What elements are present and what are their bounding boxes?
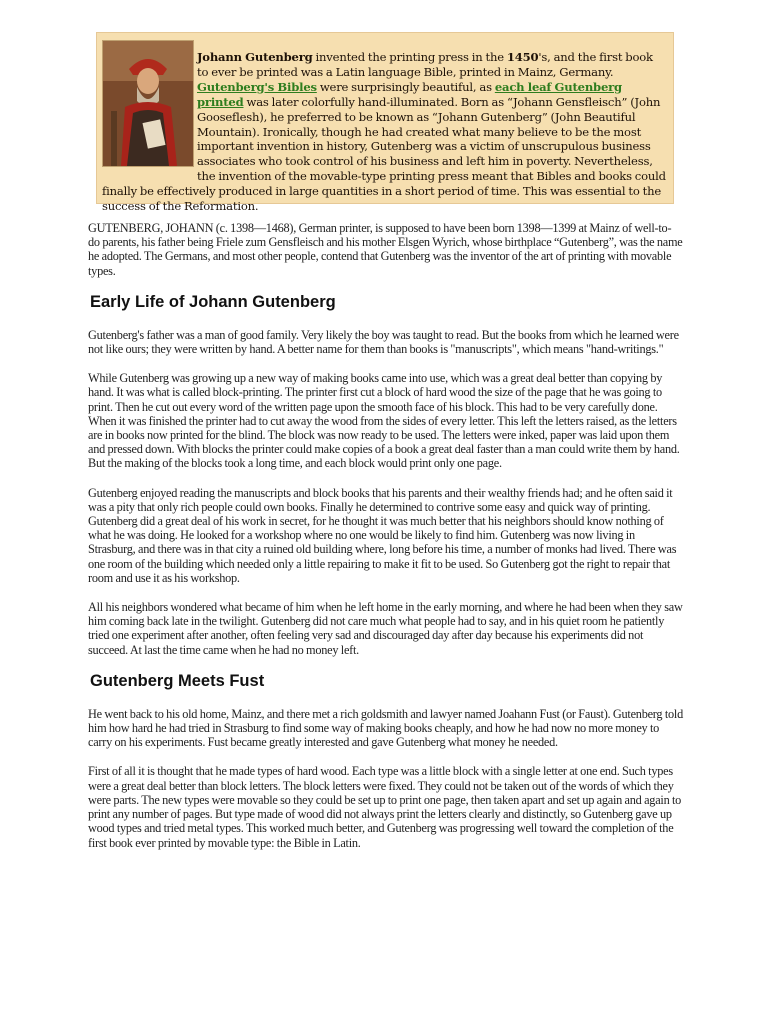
paragraph: While Gutenberg was growing up a new way of making books came into use, which was a great deal better than copying by hand. It was what is called block-printing. The printer first cut a block of hard wood the size of the page that he was going to print. Then he cut out every word of the written page upon the smooth face of his block. This had to be very carefully done. When it was finished the printer had to cut away the wood from the sides of every letter. This left the letters raised, as the letters are in books now printed for the blind. The block was now ready to be used. The letters were inked, paper was laid upon them and pressed down. With blocks the printer could make copies of a book a great deal faster than a man could write them by hand. But the making of the blocks took a long time, and each block would print only one page. bbox=[88, 371, 680, 471]
callout-text-part: were surprisingly beautiful, as bbox=[316, 79, 495, 94]
paragraph: He went back to his old home, Mainz, and there met a rich goldsmith and lawyer named Joahann Fust (or Faust). Gutenberg told him how hard he had tried in Strasburg to find some way of making books cheaply, and how he had now no more money to carry on his experiments. Fust became greatly interested and gave Gutenberg what money he needed. bbox=[88, 706, 683, 750]
callout-text-part: was later colorfully hand-illuminated. Born as “Johann Gensfleisch” (John Gooseflesh), he preferred to be known as “Johann Gutenberg” (John Beautiful Mountain). Ironically, though he had created what many believe to be the most important invention in history, Gutenberg was a victim of unscrupulous business associates who took control of his business and left him in poverty. Nevertheless, the invention of the movable-type printing press meant that Bibles and books could finally be effectively produced in large quantities in a short period of time. This was essential to the success of the Reformation. bbox=[102, 94, 666, 214]
section-heading-early-life: Early Life of Johann Gutenberg bbox=[90, 292, 336, 311]
paragraph: First of all it is thought that he made types of hard wood. Each type was a little block with a single letter at one end. Such types were a great deal better than block letters. The block letters were fixed. They could not be taken out of the words of which they were parts. The new types were movable so they could be set up to print one page, then taken apart and set up again and again to print any number of pages. But type made of wood did not always print the letters clearly and distinctly, so Gutenberg gave up wood types and tried metal types. This worked much better, and Gutenberg was progressing well toward the completion of the first book ever printed by movable type: the Bible in Latin. bbox=[88, 764, 682, 850]
intro-paragraph: GUTENBERG, JOHANN (c. 1398—1468), German printer, is supposed to have been born 1398—1399 at Mainz of well-to-do parents, his father being Friele zum Gensfleisch and his mother Elsgen Wyrich, whose birthplace “Gutenberg”, was the name he adopted. The Germans, and most other people, contend that Gutenberg was the inventor of the art of printing with movable types. bbox=[88, 221, 683, 278]
callout-text-part: 's, and the first book to ever be printed was a Latin language Bible, printed in Mainz, Germany. bbox=[197, 50, 653, 79]
callout-text-part: invented the printing press in the bbox=[312, 50, 507, 64]
callout-box bbox=[96, 32, 674, 214]
paragraph: All his neighbors wondered what became of him when he left home in the early morning, and where he had been when they saw him coming back late in the twilight. Gutenberg did not care much what people had to say, and in his quiet room he patiently tried one experiment after another, often feeling very sad and discouraged day after day because his experiments did not succeed. At last the time came when he had no money left. bbox=[88, 600, 683, 657]
callout-years: 1450 bbox=[506, 50, 539, 64]
gutenbergs-bibles-link[interactable]: Gutenberg's Bibles bbox=[197, 79, 317, 94]
each-leaf-link[interactable]: each leaf Gutenberg printed bbox=[197, 79, 622, 109]
section-heading-meets-fust: Gutenberg Meets Fust bbox=[90, 671, 265, 690]
gutenberg-portrait-image bbox=[102, 40, 194, 167]
paragraph: Gutenberg enjoyed reading the manuscripts and block books that his parents and their wealthy friends had; and he often said it was a pity that only rich people could own books. Finally he determined to contrive some easy and quick way of printing. Gutenberg did a great deal of his work in secret, for he thought it was much better that his neighbors should know nothing of what he was doing. He looked for a workshop where no one would be likely to find him. Gutenberg was now living in Strasburg, and there was in that city a ruined old building where, long before his time, a number of monks had lived. There was one room of the building which needed only a little repairing to make it fit to be used. So Gutenberg got the right to repair that room and use it as his workshop. bbox=[88, 485, 677, 585]
callout-name: Johann Gutenberg bbox=[197, 50, 313, 64]
article-body bbox=[88, 221, 683, 865]
paragraph: Gutenberg's father was a man of good family. Very likely the boy was taught to read. But the books from which he learned were not like ours; they were written by hand. A better name for them than books is "manuscripts", which means "hand-writings." bbox=[88, 327, 679, 357]
